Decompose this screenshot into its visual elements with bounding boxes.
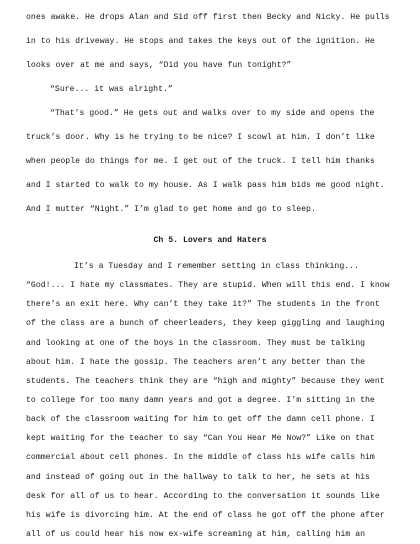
text-line: “God!... I hate my classmates. They are stupid. When will this end. I know — [26, 281, 390, 291]
text-line: students. The teachers think they are “high and mighty” because they went — [26, 376, 385, 386]
text-line: And I mutter “Night.” I’m glad to get home and go to sleep. — [26, 205, 316, 214]
text-line: ones awake. He drops Alan and Sid off first then Becky and Nicky. He pulls — [26, 13, 390, 22]
text-line: to college for too many damn years and got a degree. I’m sitting in the — [26, 396, 375, 405]
text-line: “That’s good.” He gets out and walks over to my side and opens the — [50, 109, 375, 118]
text-line: his wife is divorcing him. At the end of class he got off the phone after — [26, 510, 385, 520]
text-line: about him. I hate the gossip. The teachers aren’t any better than the — [26, 357, 366, 367]
text-line: and I started to walk to my house. As I walk pass him bids me good night. — [26, 181, 385, 190]
text-line: back of the classroom waiting for him to get off the damn cell phone. I — [26, 415, 375, 425]
chapter-heading: Ch 5. Lovers and Haters — [153, 236, 267, 245]
text-line: when people do things for me. I get out of the truck. I tell him thanks — [26, 157, 375, 166]
text-line: truck’s door. Why is he trying to be nice? I scowl at him. I don’t like — [26, 133, 375, 142]
text-line: all of us could hear his now ex-wife screaming at him, calling him an — [26, 530, 366, 539]
text-line: kept waiting for the teacher to say “Can You Hear Me Now?” Like on that — [26, 434, 375, 444]
text-line: commercial about cell phones. In the middle of class his wife calls him — [26, 453, 375, 463]
text-line: there’s an exit here. Why can’t they take it?” The students in the front — [26, 300, 380, 310]
text-line: and instead of going out in the hallway to talk to her, he sets at his — [26, 472, 370, 482]
text-line: “Sure... it was alright.” — [50, 85, 173, 94]
text-line: desk for all of us to hear. According to the conversation it sounds like — [26, 491, 380, 501]
text-line: and looking at one of the boys in the classroom. They must be talking — [26, 338, 366, 348]
text-line: looks over at me and says, “Did you have fun tonight?” — [26, 61, 292, 70]
text-line: of the class are a bunch of cheerleaders, they keep giggling and laughing — [26, 319, 385, 329]
text-line: It’s a Tuesday and I remember setting in class thinking... — [74, 262, 359, 271]
text-line: in to his driveway. He stops and takes the keys out of the ignition. He — [26, 37, 375, 46]
